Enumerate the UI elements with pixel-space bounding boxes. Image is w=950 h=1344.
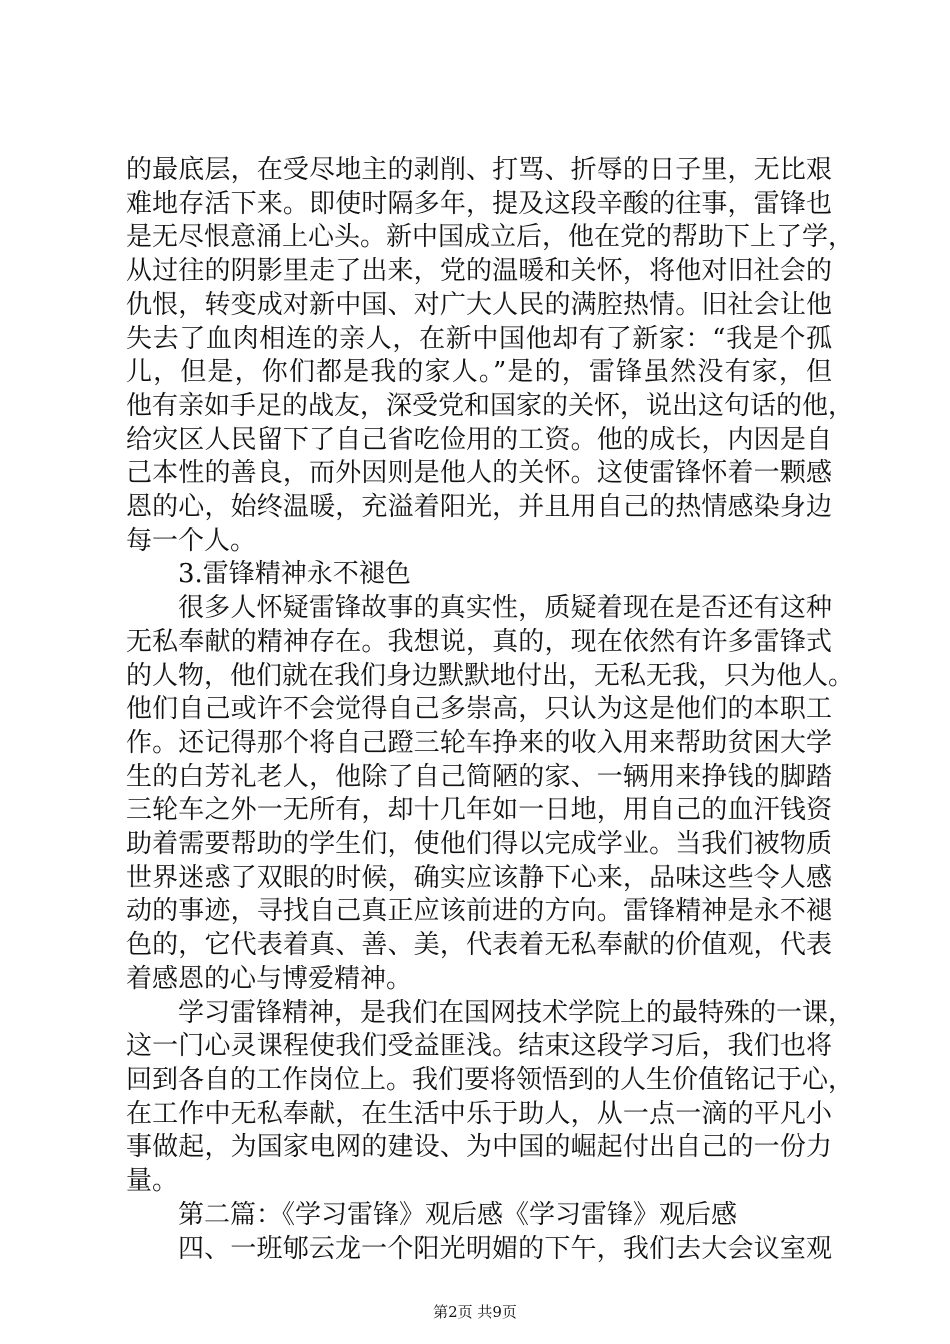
paragraph-0-line-4: 仇恨，转变成对新中国、对广大人民的满腔热情。旧社会让他 — [126, 289, 832, 320]
paragraph-0-line-1: 难地存活下来。即使时隔多年，提及这段辛酸的往事，雷锋也 — [126, 188, 832, 219]
paragraph-2-line-7: 助着需要帮助的学生们，使他们得以完成学业。当我们被物质 — [126, 829, 832, 860]
paragraph-2-line-5: 生的白芳礼老人，他除了自己简陋的家、一辆用来挣钱的脚踏 — [126, 761, 832, 792]
paragraph-3-line-0: 学习雷锋精神，是我们在国网技术学院上的最特殊的一课， — [178, 997, 855, 1028]
paragraph-4-line-0: 第二篇：《学习雷锋》观后感《学习雷锋》观后感 — [178, 1199, 738, 1230]
paragraph-2-line-4: 作。还记得那个将自己蹬三轮车挣来的收入用来帮助贫困大学 — [126, 727, 832, 758]
paragraph-0-line-0: 的最底层，在受尽地主的剥削、打骂、折辱的日子里，无比艰 — [126, 155, 832, 185]
paragraph-3-line-2: 回到各自的工作岗位上。我们要将领悟到的人生价值铭记于心， — [126, 1064, 855, 1095]
paragraph-5-line-0: 四、一班郇云龙一个阳光明媚的下午，我们去大会议室观 — [178, 1233, 832, 1264]
paragraph-2-line-11: 着感恩的心与博爱精神。 — [126, 963, 413, 994]
paragraph-3-line-3: 在工作中无私奉献，在生活中乐于助人，从一点一滴的平凡小 — [126, 1098, 832, 1129]
paragraph-0-line-9: 己本性的善良，而外因则是他人的关怀。这使雷锋怀着一颗感 — [126, 458, 832, 489]
paragraph-2-line-8: 世界迷惑了双眼的时候，确实应该静下心来，品味这些令人感 — [126, 862, 832, 893]
paragraph-2-line-6: 三轮车之外一无所有，却十几年如一日地，用自己的血汗钱资 — [126, 795, 832, 826]
paragraph-0-line-2: 是无尽恨意涌上心头。新中国成立后，他在党的帮助下上了学， — [126, 222, 855, 253]
paragraph-2-line-2: 的人物，他们就在我们身边默默地付出，无私无我，只为他人。 — [126, 660, 855, 691]
paragraph-0-line-10: 恩的心，始终温暖，充溢着阳光，并且用自己的热情感染身边 — [126, 492, 832, 523]
paragraph-3-line-4: 事做起，为国家电网的建设、为中国的崛起付出自己的一份力 — [126, 1132, 832, 1163]
paragraph-0-line-11: 每一个人。 — [126, 525, 257, 556]
paragraph-3-line-1: 这一门心灵课程使我们受益匪浅。结束这段学习后，我们也将 — [126, 1031, 832, 1062]
paragraph-0-line-7: 他有亲如手足的战友，深受党和国家的关怀，说出这句话的他， — [126, 390, 855, 421]
paragraph-2-line-1: 无私奉献的精神存在。我想说，真的，现在依然有许多雷锋式 — [126, 626, 832, 657]
paragraph-0-line-8: 给灾区人民留下了自己省吃俭用的工资。他的成长，内因是自 — [126, 424, 832, 455]
paragraph-3-line-5: 量。 — [126, 1166, 179, 1197]
page-footer: 第2页 共9页 — [433, 1303, 517, 1321]
paragraph-0-line-5: 失去了血肉相连的亲人，在新中国他却有了新家：“我是个孤 — [126, 323, 832, 354]
paragraph-2-line-10: 色的，它代表着真、善、美，代表着无私奉献的价值观，代表 — [126, 930, 832, 961]
paragraph-1-line-0: 3.雷锋精神永不褪色 — [178, 559, 411, 590]
paragraph-2-line-3: 他们自己或许不会觉得自己多崇高，只认为这是他们的本职工 — [126, 694, 832, 725]
paragraph-0-line-3: 从过往的阴影里走了出来，党的温暖和关怀，将他对旧社会的 — [126, 256, 832, 287]
paragraph-2-line-9: 动的事迹，寻找自己真正应该前进的方向。雷锋精神是永不褪 — [126, 896, 832, 927]
paragraph-0-line-6: 儿，但是，你们都是我的家人。”是的，雷锋虽然没有家，但 — [126, 357, 832, 388]
document-body — [126, 154, 855, 1266]
paragraph-2-line-0: 很多人怀疑雷锋故事的真实性，质疑着现在是否还有这种 — [178, 593, 832, 624]
